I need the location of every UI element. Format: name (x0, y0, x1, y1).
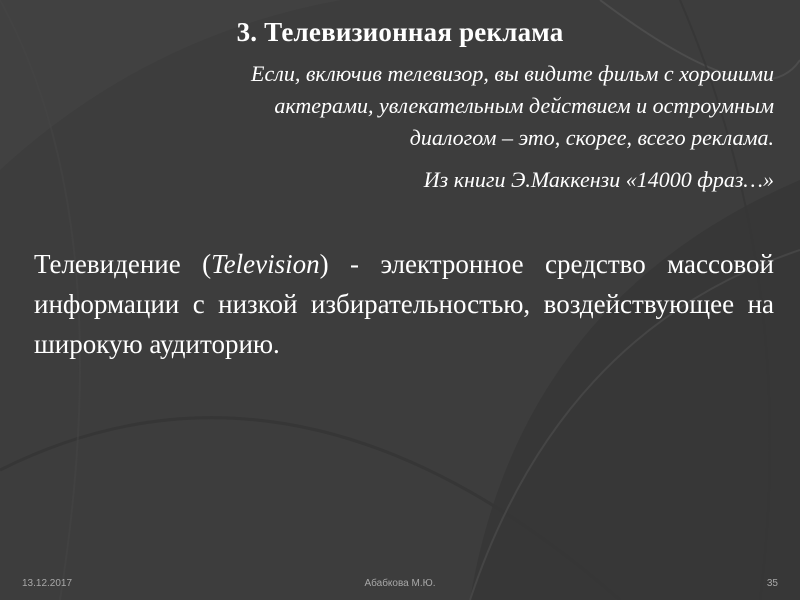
epigraph-line: Если, включив телевизор, вы видите фильм с хорошими (251, 61, 774, 86)
epigraph (94, 58, 774, 154)
definition-term: Телевидение ( (34, 249, 212, 279)
definition-term-english: Television (211, 249, 320, 279)
footer-page-number: 35 (766, 578, 778, 589)
epigraph-line: диалогом – это, скорее, всего реклама. (409, 125, 774, 150)
definition-paragraph (34, 244, 774, 364)
footer-author: Абабкова М.Ю. (364, 578, 436, 589)
epigraph-line: актерами, увлекательным действием и остроумным (274, 93, 774, 118)
epigraph-source: Из книги Э.Маккензи «14000 фраз…» (423, 167, 774, 192)
definition-text: ) - электронное средство массовой информации с низкой избирательностью, воздействующее на широкую аудиторию. (34, 249, 774, 359)
footer-date: 13.12.2017 (22, 578, 73, 589)
slide-title: 3. Телевизионная реклама (236, 17, 564, 47)
